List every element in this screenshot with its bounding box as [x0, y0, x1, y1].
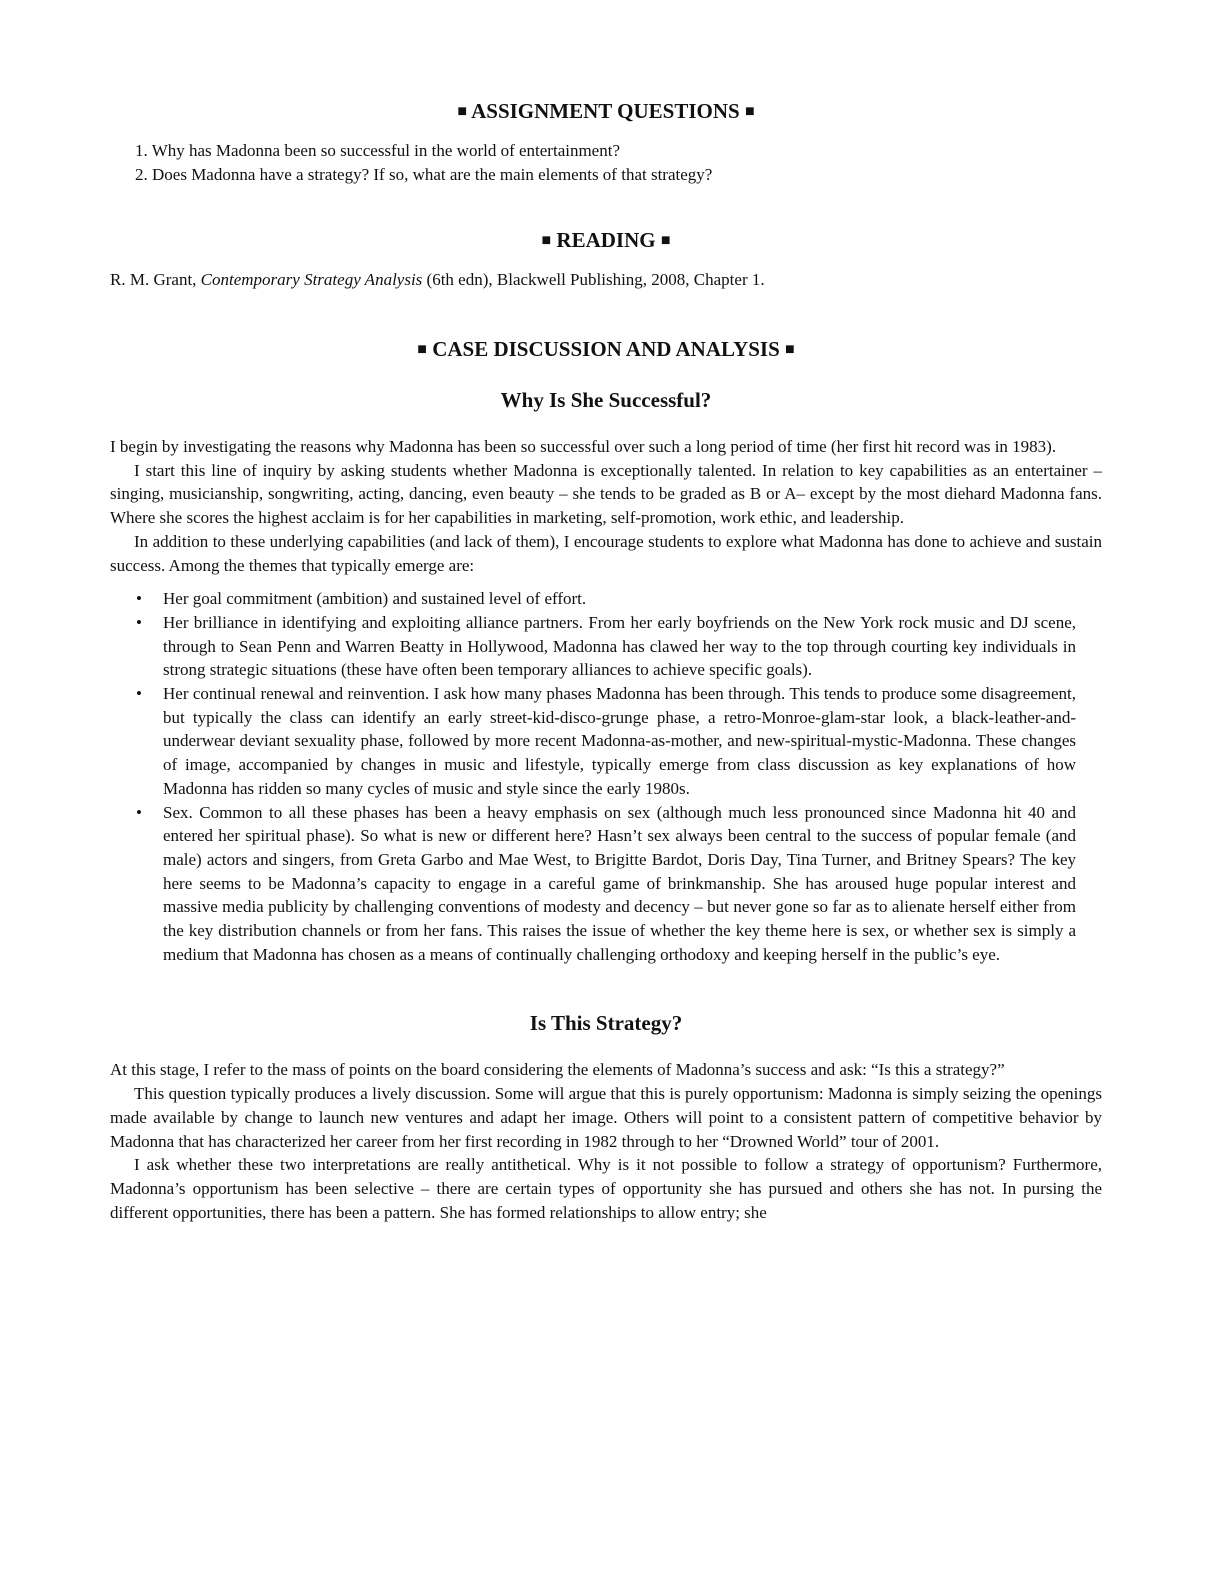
assignment-question-list	[110, 139, 1102, 187]
square-bullet-icon: ■	[457, 103, 468, 120]
assignment-question: 1. Why has Madonna been so successful in the world of entertainment?	[135, 141, 620, 160]
list-item	[110, 611, 1102, 682]
assignment-questions-heading	[110, 96, 1102, 127]
theme-text: Her goal commitment (ambition) and sustained level of effort.	[163, 589, 587, 609]
square-bullet-icon: ■	[660, 232, 671, 249]
citation-author: R. M. Grant,	[110, 270, 201, 289]
theme-text: Her continual renewal and reinvention. I ask how many phases Madonna has been through. This tends to produce some disagreement, but typically the class can identify an early street-kid-disco-grunge phase, a retro-Monroe-glam-star look, a black-leather-and-underwear deviant sexuality phase, followed by more recent Madonna-as-mother, and new-spiritual-mystic-Madonna. These changes of image, accompanied by changes in music and lifestyle, typically emerge from class discussion as key explanations of how Madonna has ridden so many cycles of music and style since the early 1980s.	[163, 684, 1076, 798]
body-paragraph: This question typically produces a lively discussion. Some will argue that this is purely opportunism: Madonna is simply seizing the openings made available by change to launch new ventures and adapt her image. Others will point to a consistent pattern of competitive behavior by Madonna that has characterized her career from her first recording in 1982 through to her “Drowned World” tour of 2001.	[110, 1084, 1102, 1151]
case-discussion-title: CASE DISCUSSION AND ANALYSIS	[432, 337, 780, 361]
citation-details: (6th edn), Blackwell Publishing, 2008, Chapter 1.	[422, 270, 765, 289]
case-discussion-heading	[110, 334, 1102, 365]
bullet-icon: •	[136, 612, 142, 632]
square-bullet-icon: ■	[417, 341, 427, 358]
success-themes-list	[110, 587, 1102, 966]
is-this-strategy-heading: Is This Strategy?	[529, 1011, 683, 1036]
reading-title: READING	[556, 228, 656, 252]
square-bullet-icon: ■	[541, 232, 552, 249]
square-bullet-icon: ■	[785, 341, 795, 358]
theme-text: Her brilliance in identifying and exploiting alliance partners. From her early boyfriends on the New York rock music and DJ scene, through to Sean Penn and Warren Beatty in Hollywood, Madonna has clawed her way to the top through courting key individuals in strong strategic situations (these have often been temporary alliances to achieve specific goals).	[163, 612, 1076, 680]
why-successful-body	[110, 435, 1102, 577]
body-paragraph: I start this line of inquiry by asking students whether Madonna is exceptionally talented. In relation to key capabilities as an entertainer – singing, musicianship, songwriting, acting, dancing, even beauty – she tends to be graded as B or A– except by the most diehard Madonna fans. Where she scores the highest acclaim is for her capabilities in marketing, self-promotion, work ethic, and leadership.	[110, 460, 1102, 528]
body-paragraph: I begin by investigating the reasons why Madonna has been so successful over such a long period of time (her first hit record was in 1983).	[110, 437, 1057, 456]
body-paragraph: I ask whether these two interpretations are really antithetical. Why is it not possible to follow a strategy of opportunism? Furthermore, Madonna’s opportunism has been selective – there are certain types of opportunity she has pursued and others she has not. In pursing the different opportunities, there has been a pattern. She has formed relationships to allow entry; she	[110, 1155, 1102, 1222]
list-item	[110, 587, 1102, 611]
reading-heading	[110, 225, 1102, 256]
bullet-icon: •	[136, 802, 142, 822]
reading-citation	[110, 268, 1102, 292]
citation-book-title: Contemporary Strategy Analysis	[200, 270, 423, 289]
bullet-icon: •	[136, 589, 142, 609]
document-page	[110, 96, 1102, 1224]
is-this-strategy-body	[110, 1058, 1102, 1224]
list-item	[110, 682, 1102, 801]
assignment-question: 2. Does Madonna have a strategy? If so, what are the main elements of that strategy?	[135, 165, 713, 184]
assignment-questions-title: ASSIGNMENT QUESTIONS	[471, 99, 740, 123]
bullet-icon: •	[136, 684, 142, 704]
why-successful-heading: Why Is She Successful?	[500, 388, 712, 412]
list-item	[110, 801, 1102, 967]
theme-text: Sex. Common to all these phases has been a heavy emphasis on sex (although much less pronounced since Madonna hit 40 and entered her spiritual phase). So what is new or different here? Hasn’t sex always been central to the success of popular female (and male) actors and singers, from Greta Garbo and Mae West, to Brigitte Bardot, Doris Day, Tina Turner, and Britney Spears? The key here seems to be Madonna’s capacity to engage in a careful game of brinkmanship. She has aroused huge popular interest and massive media publicity by challenging conventions of modesty and decency – but never gone so far as to alienate herself either from the key distribution channels or from her fans. This raises the issue of whether the key theme here is sex, or whether sex is simply a medium that Madonna has chosen as a means of continually challenging orthodoxy and keeping herself in the public’s eye.	[163, 802, 1076, 964]
body-paragraph: In addition to these underlying capabilities (and lack of them), I encourage students to explore what Madonna has done to achieve and sustain success. Among the themes that typically emerge are:	[110, 531, 1102, 575]
body-paragraph: At this stage, I refer to the mass of points on the board considering the elements of Madonna’s success and ask: “Is this a strategy?”	[110, 1060, 1005, 1080]
square-bullet-icon: ■	[744, 103, 755, 120]
